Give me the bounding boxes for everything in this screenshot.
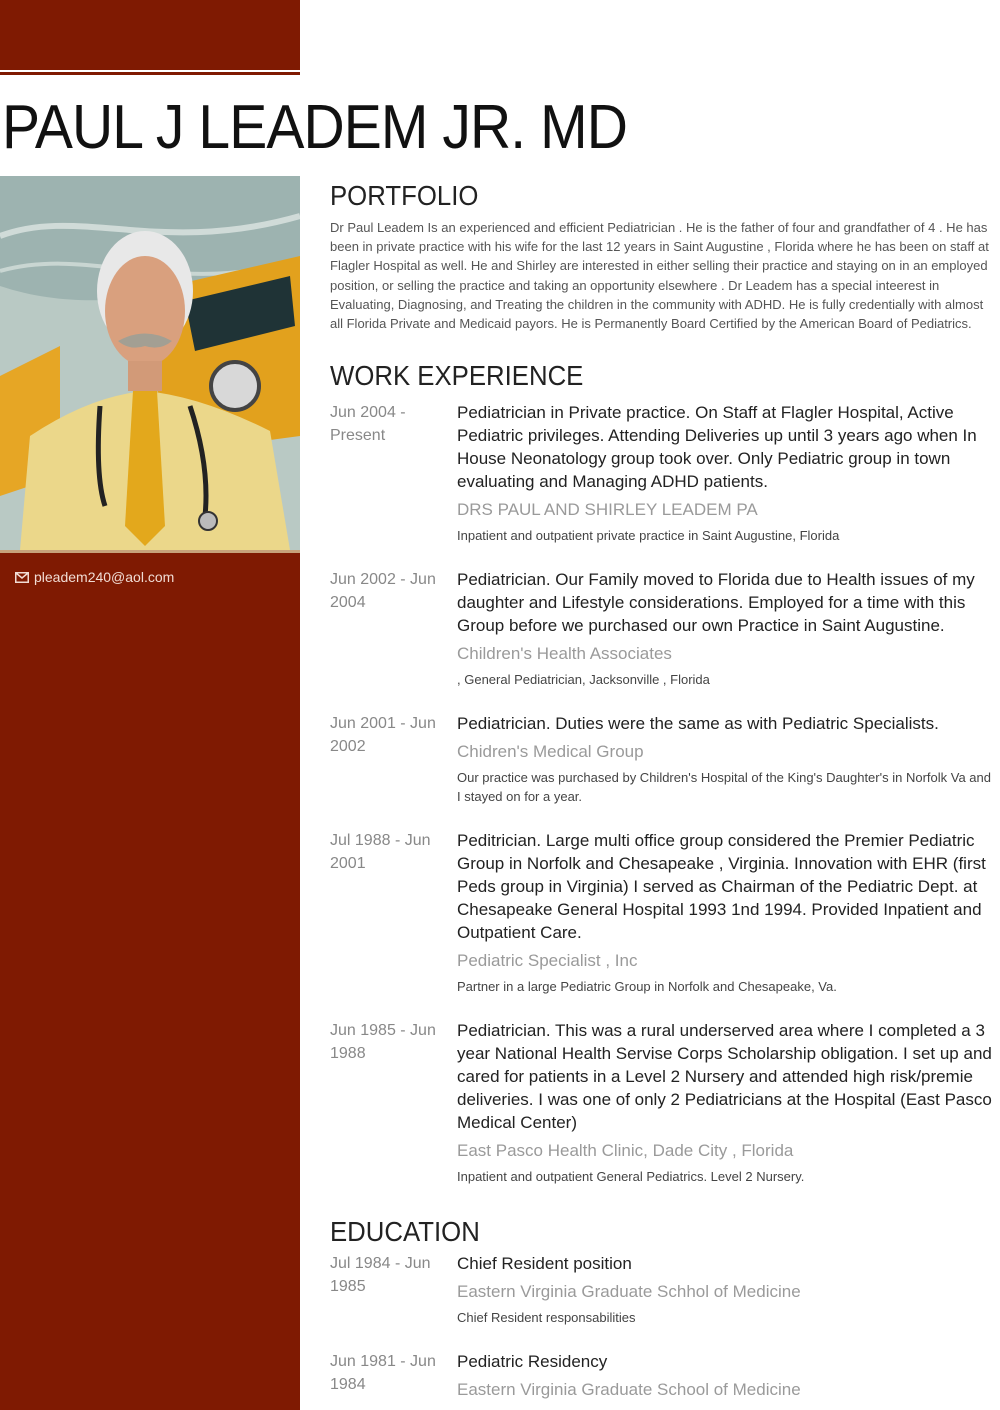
education-title: EDUCATION bbox=[330, 1216, 480, 1248]
work-entry bbox=[330, 1019, 998, 1186]
entry-organization: Pediatric Specialist , Inc bbox=[457, 951, 638, 971]
entry-organization: Chidren's Medical Group bbox=[457, 742, 644, 762]
contact-email[interactable] bbox=[15, 569, 174, 585]
email-text[interactable]: pleadem240@aol.com bbox=[34, 569, 175, 585]
entry-organization: Children's Health Associates bbox=[457, 644, 672, 664]
entry-date: Jun 1981 - Jun 1984 bbox=[330, 1353, 436, 1394]
entry-note: Inpatient and outpatient private practice in Saint Augustine, Florida bbox=[457, 528, 840, 544]
envelope-icon bbox=[15, 572, 29, 583]
main-content bbox=[330, 176, 998, 1401]
entry-note: , General Pediatrician, Jacksonville , Florida bbox=[457, 672, 710, 688]
entry-description: Pediatrician in Private practice. On Staff at Flagler Hospital, Active Pediatric privileges. Attending Deliveries up until 3 years ago when In House Neonatology group took over. Only Pediatric group in town evaluating and Managing ADHD patients. bbox=[457, 403, 977, 492]
work-entry bbox=[330, 568, 998, 689]
entry-date: Jul 1988 - Jun 2001 bbox=[330, 832, 431, 873]
profile-photo bbox=[0, 176, 300, 550]
education-entry bbox=[330, 1252, 998, 1327]
entry-note: Chief Resident responsabilities bbox=[457, 1310, 636, 1326]
work-entry bbox=[330, 712, 998, 806]
entry-organization: Eastern Virginia Graduate Schhol of Medicine bbox=[457, 1282, 801, 1302]
education-section bbox=[330, 1212, 998, 1401]
entry-organization: Eastern Virginia Graduate School of Medicine bbox=[457, 1380, 801, 1400]
entry-description: Pediatrician. This was a rural underserved area where I completed a 3 year National Health Servise Corps Scholarship obligation. I set up and cared for patients in a Level 2 Nursery and attended high risk/premie deliveries. I was one of only 2 Pediatricians at the Hospital (East Pasco Medical Center) bbox=[457, 1021, 992, 1133]
full-name: PAUL J LEADEM JR. MD bbox=[2, 93, 628, 162]
entry-note: Our practice was purchased by Children's Hospital of the King's Daughter's in Norfolk Va and I stayed on for a year. bbox=[457, 770, 991, 805]
entry-organization: DRS PAUL AND SHIRLEY LEADEM PA bbox=[457, 500, 758, 520]
profile-photo-illustration bbox=[0, 176, 300, 550]
entry-description: Chief Resident position bbox=[457, 1254, 632, 1274]
top-gap bbox=[0, 70, 300, 72]
portfolio-section bbox=[330, 176, 998, 333]
work-entry bbox=[330, 401, 998, 545]
entry-date: Jun 2001 - Jun 2002 bbox=[330, 715, 436, 756]
entry-organization: East Pasco Health Clinic, Dade City , Florida bbox=[457, 1141, 794, 1161]
entry-description: Pediatrician. Our Family moved to Florida due to Health issues of my daughter and Lifestyle considerations. Employed for a time with this Group before we purchased our own Practice in Saint Augustine. bbox=[457, 570, 975, 636]
education-entry bbox=[330, 1350, 998, 1401]
entry-date: Jun 1985 - Jun 1988 bbox=[330, 1022, 436, 1063]
work-section bbox=[330, 356, 998, 1186]
photo-divider bbox=[0, 550, 300, 553]
entry-note: Inpatient and outpatient General Pediatrics. Level 2 Nursery. bbox=[457, 1169, 805, 1185]
entry-description: Pediatrician. Duties were the same as with Pediatric Specialists. bbox=[457, 714, 939, 734]
entry-date: Jun 2004 - Present bbox=[330, 404, 406, 445]
work-entry bbox=[330, 829, 998, 996]
entry-date: Jul 1984 - Jun 1985 bbox=[330, 1255, 431, 1296]
entry-note: Partner in a large Pediatric Group in Norfolk and Chesapeake, Va. bbox=[457, 979, 837, 995]
portfolio-text: Dr Paul Leadem Is an experienced and efficient Pediatrician . He is the father of four and grandfather of 4 . He has been in private practice with his wife for the last 12 years in Saint Augustine , Florida where he has been on staff at Flagler Hospital as well. He and Shirley are interested in either selling their practice and staying on in an employed position, or selling the practice and taking an opportunity elsewhere . Dr Leadem has a special inteerest in Evaluating, Diagnosing, and Treating the children in the community with ADHD. He is fully credentially with almost all Florida Private and Medicaid payors. He is Permanently Board Certified by the American Board of Pediatrics. bbox=[330, 220, 989, 332]
entry-date: Jun 2002 - Jun 2004 bbox=[330, 571, 436, 612]
entry-description: Peditrician. Large multi office group considered the Premier Pediatric Group in Norfolk and Chesapeake , Virginia. Innovation with EHR (first Peds group in Virginia) I served as Chairman of the Pediatric Dept. at Chesapeake General Hospital 1993 1nd 1994. Provided Inpatient and Outpatient Care. bbox=[457, 831, 986, 943]
portfolio-title: PORTFOLIO bbox=[330, 180, 479, 211]
entry-description: Pediatric Residency bbox=[457, 1352, 608, 1372]
work-title: WORK EXPERIENCE bbox=[330, 360, 584, 392]
